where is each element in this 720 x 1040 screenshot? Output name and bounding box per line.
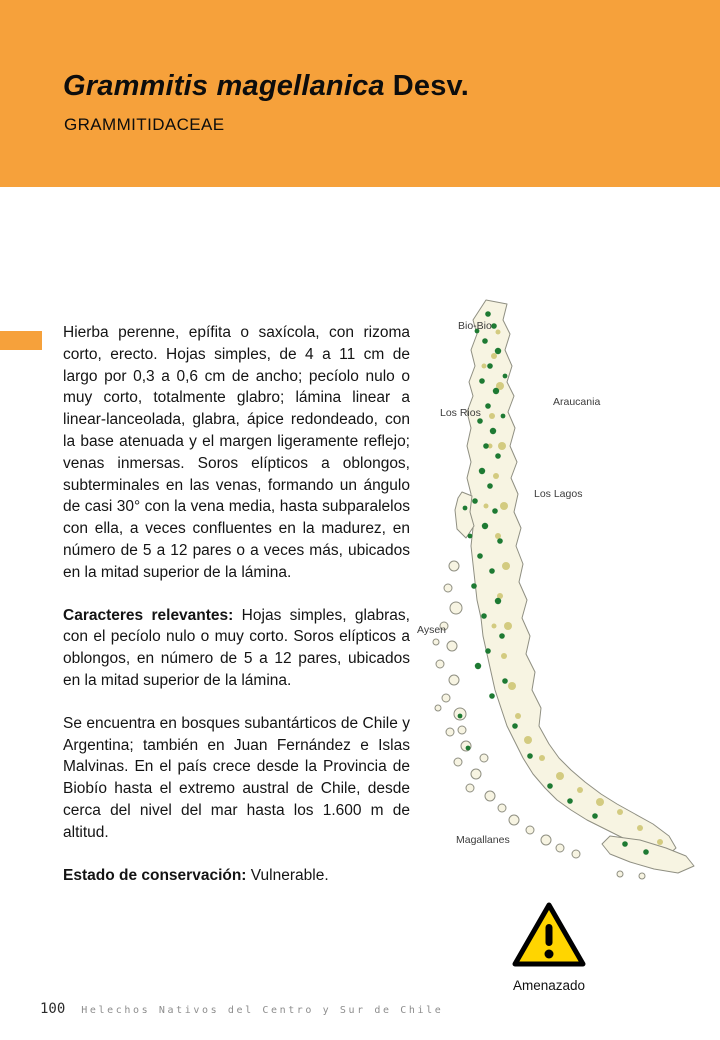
header-band <box>0 0 720 187</box>
badge-label: Amenazado <box>512 978 586 993</box>
book-title: Helechos Nativos del Centro y Sur de Chile <box>81 1005 444 1016</box>
map-label-biobio: Bio-Bio <box>458 320 492 332</box>
description-paragraph: Hierba perenne, epífita o saxícola, con rizoma corto, erecto. Hojas simples, de 4 a 11 cm de largo por 0,3 a 0,6 cm de ancho; pecíolo nulo o muy corto, totalmente glabro; lámina linear a linear-lanceolada, glabra, ápice redondeado, con la base atenuada y el margen ligeramente reflejo; venas inmersas. Soros elípticos a oblongos, subterminales en las venas, formando un ángulo de casi 30° con la vena media, hasta subparalelos con ella, a veces confluentes en la madurez, en número de 5 a 12 pares o a veces más, ubicados en la mitad superior de la lámina. <box>63 324 410 581</box>
chile-map-graphic <box>410 296 710 880</box>
map-label-araucania: Araucania <box>553 396 601 408</box>
page-title <box>63 70 469 103</box>
relevant-characters-label: Caracteres relevantes: <box>63 606 234 624</box>
conservation-value: Vulnerable. <box>246 866 329 884</box>
map-label-losrios: Los Rios <box>440 407 481 419</box>
author-abbreviation: Desv. <box>392 70 469 102</box>
page-number: 100 <box>40 1001 66 1017</box>
paragraph-marker <box>0 331 42 350</box>
distribution-paragraph: Se encuentra en bosques subantárticos de Chile y Argentina; también en Juan Fernández e Islas Malvinas. En el país crece desde la Provincia de Biobío hasta el extremo austral de Chile, desde cerca del nivel del mar hasta los 1.600 m de altitud. <box>63 714 410 841</box>
map-label-aysen: Aysen <box>417 624 446 636</box>
map-label-loslagos: Los Lagos <box>534 488 583 500</box>
relevant-characters-paragraph <box>63 605 410 692</box>
conservation-paragraph <box>63 865 410 887</box>
distribution-map <box>410 296 710 880</box>
description-column <box>63 322 410 907</box>
conservation-badge <box>501 900 597 993</box>
warning-triangle-icon <box>510 900 588 970</box>
conservation-label: Estado de conservación: <box>63 866 247 884</box>
family-name: GRAMMITIDACEAE <box>64 115 225 134</box>
map-label-magallanes: Magallanes <box>456 834 510 846</box>
page-footer <box>40 1001 443 1017</box>
species-name: Grammitis magellanica <box>63 70 385 102</box>
relevant-characters-text: Hojas simples, glabras, con el pecíolo nulo o muy corto. Soros elípticos a oblongos, en número de 5 a 12 pares, ubicados en la mitad superior de la lámina. <box>63 606 410 689</box>
